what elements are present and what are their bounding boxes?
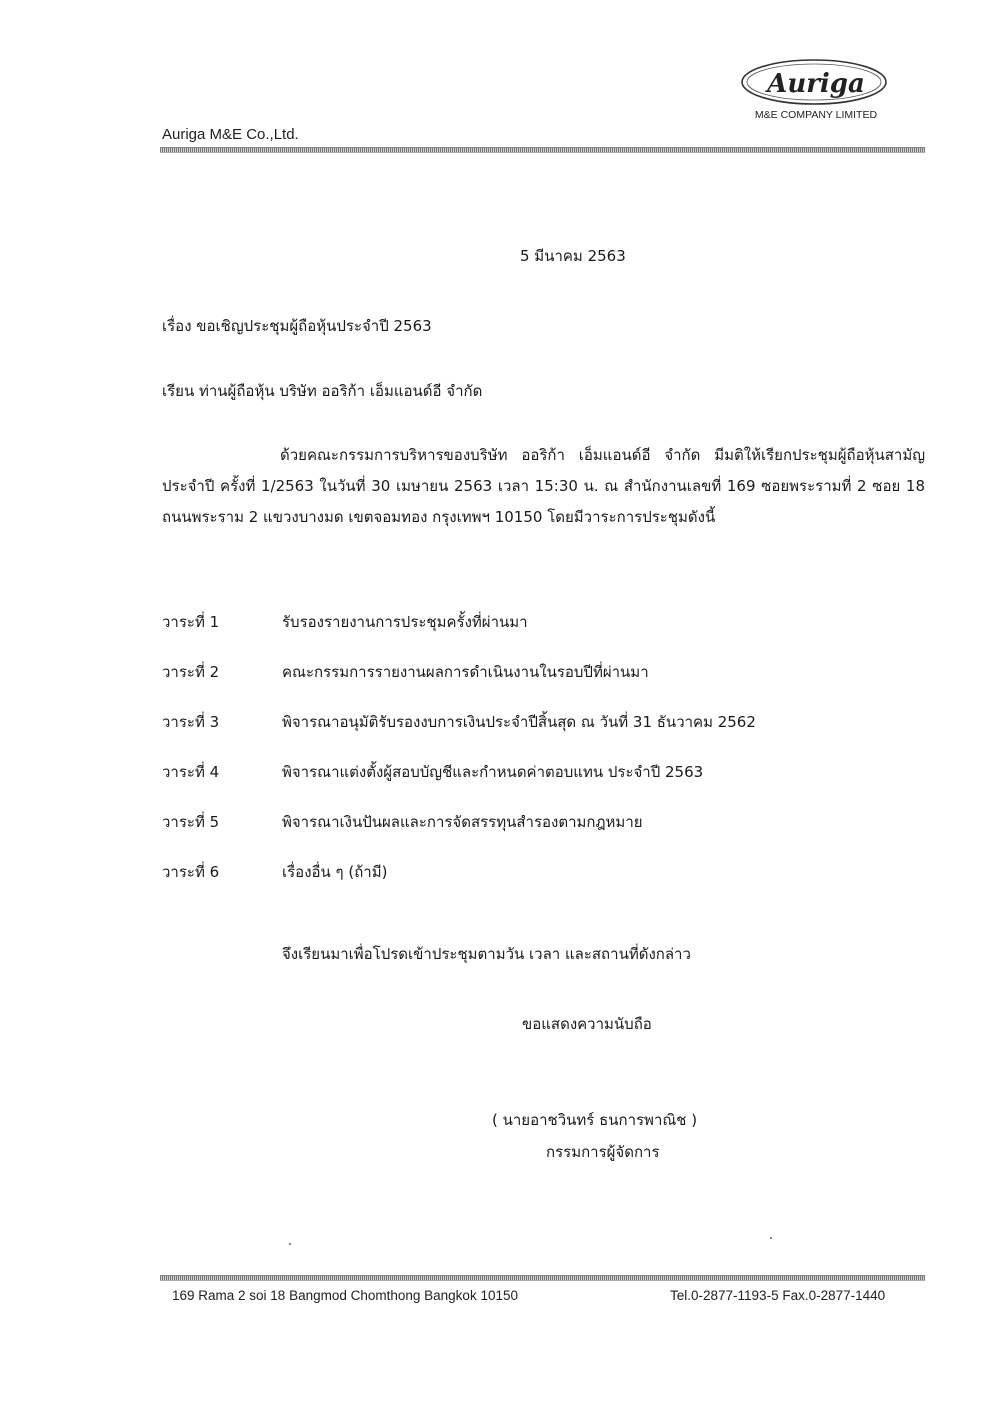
logo-tagline: M&E COMPANY LIMITED — [754, 109, 878, 121]
signer-position: กรรมการผู้จัดการ — [546, 1143, 660, 1161]
agenda-item-1-label: วาระที่ 1 — [162, 613, 220, 631]
letter-subject: เรื่อง ขอเชิญประชุมผู้ถือหุ้นประจำปี 2563 — [162, 317, 432, 335]
agenda-item-2-label: วาระที่ 2 — [162, 663, 220, 681]
letter-salutation: เรียน ท่านผู้ถือหุ้น บริษัท ออริก้า เอ็มแอนด์อี จำกัด — [162, 382, 483, 400]
signer-name: ( นายอาชวินทร์ ธนการพาณิช ) — [492, 1111, 698, 1129]
letter-closing: จึงเรียนมาเพื่อโปรดเข้าประชุมตามวัน เวลา และสถานที่ดังกล่าว — [282, 945, 691, 963]
letter-body-paragraph: ด้วยคณะกรรมการบริหารของบริษัท ออริก้า เอ็มแอนด์อี จำกัด มีมติให้เรียกประชุมผู้ถือหุ้นสามัญประจำปี ครั้งที่ 1/2563 ในวันที่ 30 เมษายน 2563 เวลา 15:30 น. ณ สำนักงานเลขที่ 169 ซอยพระรามที่ 2 ซอย 18 ถนนพระราม 2 แขวงบางมด เขตจอมทอง กรุงเทพฯ 10150 โดยมีวาระการประชุมดังนี้ — [162, 446, 925, 526]
agenda-item-5-label: วาระที่ 5 — [162, 813, 220, 831]
agenda-item-2-text: คณะกรรมการรายงานผลการดำเนินงานในรอบปีที่ผ่านมา — [282, 663, 649, 681]
agenda-item-5-text: พิจารณาเงินปันผลและการจัดสรรทุนสำรองตามกฎหมาย — [282, 813, 643, 831]
scan-speck — [289, 1243, 291, 1245]
agenda-item-3-text: พิจารณาอนุมัติรับรองงบการเงินประจำปีสิ้นสุด ณ วันที่ 31 ธันวาคม 2562 — [282, 713, 756, 731]
logo-wordmark: Auriga — [767, 69, 865, 99]
footer-contact: Tel.0-2877-1193-5 Fax.0-2877-1440 — [670, 1288, 886, 1303]
header-divider — [160, 147, 925, 153]
agenda-item-4-text: พิจารณาแต่งตั้งผู้สอบบัญชีและกำหนดค่าตอบแทน ประจำปี 2563 — [282, 763, 704, 781]
scan-speck — [770, 1237, 772, 1239]
agenda-item-6-text: เรื่องอื่น ๆ (ถ้ามี) — [282, 863, 388, 881]
company-logo — [736, 56, 892, 126]
footer-address: 169 Rama 2 soi 18 Bangmod Chomthong Bangkok 10150 — [172, 1288, 518, 1303]
agenda-item-6-label: วาระที่ 6 — [162, 863, 220, 881]
footer-divider — [160, 1275, 925, 1281]
letter-regards: ขอแสดงความนับถือ — [522, 1015, 652, 1033]
header-company-name: Auriga M&E Co.,Ltd. — [162, 126, 299, 143]
letter-date: 5 มีนาคม 2563 — [520, 247, 626, 265]
agenda-item-4-label: วาระที่ 4 — [162, 763, 220, 781]
agenda-item-1-text: รับรองรายงานการประชุมครั้งที่ผ่านมา — [282, 613, 528, 631]
agenda-item-3-label: วาระที่ 3 — [162, 713, 220, 731]
